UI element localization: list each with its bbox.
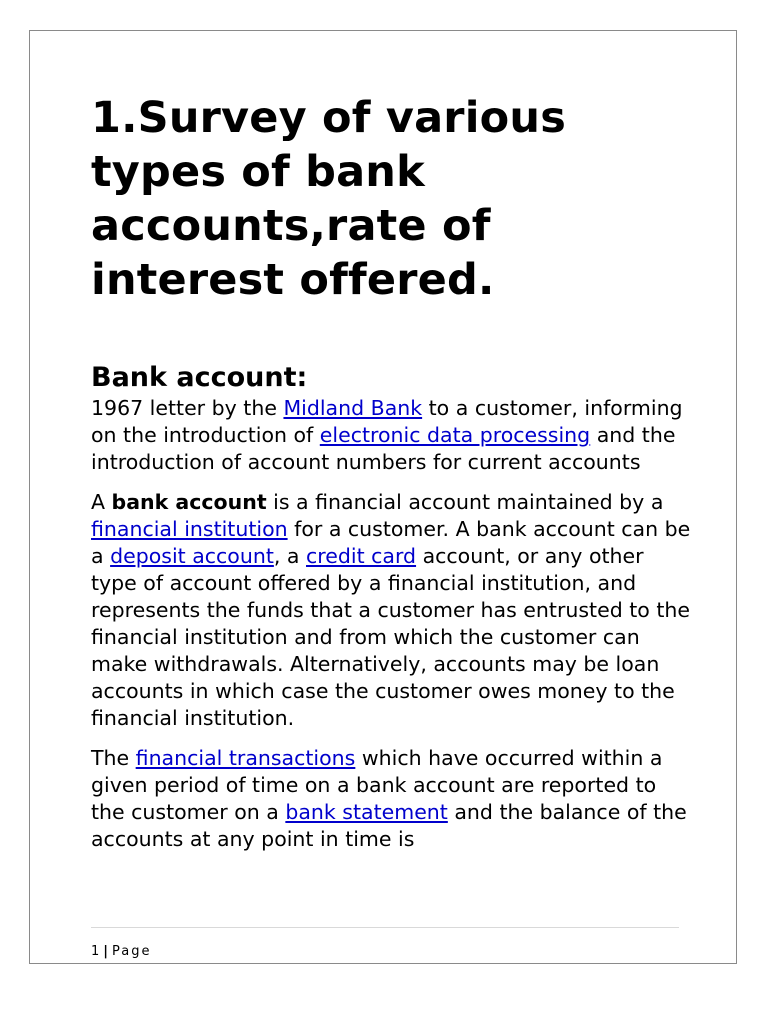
- footer-separator: |: [103, 944, 109, 959]
- text-run: A: [91, 490, 112, 514]
- page-number: 1: [91, 944, 102, 959]
- text-run: which have occurred within a given period of time on a bank account are reported to the customer on a: [91, 746, 663, 824]
- page-footer: [91, 944, 152, 960]
- footer-divider: [91, 927, 679, 928]
- page-label: Page: [112, 944, 152, 959]
- text-run: 1967 letter by the: [91, 396, 284, 420]
- text-run: to a customer, informing on the introduction of: [91, 396, 683, 447]
- link-bank-statement[interactable]: bank statement: [285, 800, 448, 824]
- link-electronic-data-processing[interactable]: electronic data processing: [319, 423, 591, 447]
- document-title: 1.Survey of various types of bank accounts,rate of interest offered.: [91, 93, 566, 305]
- text-run: , a: [273, 544, 306, 568]
- text-run: account, or any other type of account offered by a financial institution, and represents the funds that a customer has entrusted to the financial institution and from which the customer can make withdrawals. Alternatively, accounts may be loan accounts in which case the customer owes money to the financial institution.: [91, 544, 690, 730]
- link-credit-card[interactable]: credit card: [306, 544, 417, 568]
- link-financial-institution[interactable]: financial institution: [91, 517, 288, 541]
- text-run: for a customer. A bank account can be a: [91, 517, 691, 568]
- page-content: [91, 91, 691, 853]
- paragraph-definition: [91, 489, 691, 732]
- document-page: [29, 30, 737, 964]
- text-run: The: [91, 746, 136, 770]
- text-run: and the introduction of account numbers for current accounts: [91, 423, 676, 474]
- bold-term: bank account: [111, 490, 267, 514]
- text-run: and the balance of the accounts at any point in time is: [91, 800, 687, 851]
- link-financial-transactions[interactable]: financial transactions: [135, 746, 356, 770]
- paragraph-intro: [91, 395, 691, 476]
- section-heading: Bank account:: [91, 362, 308, 393]
- link-deposit-account[interactable]: deposit account: [110, 544, 274, 568]
- link-midland-bank[interactable]: Midland Bank: [283, 396, 423, 420]
- paragraph-transactions: [91, 745, 691, 853]
- text-run: is a financial account maintained by a: [266, 490, 664, 514]
